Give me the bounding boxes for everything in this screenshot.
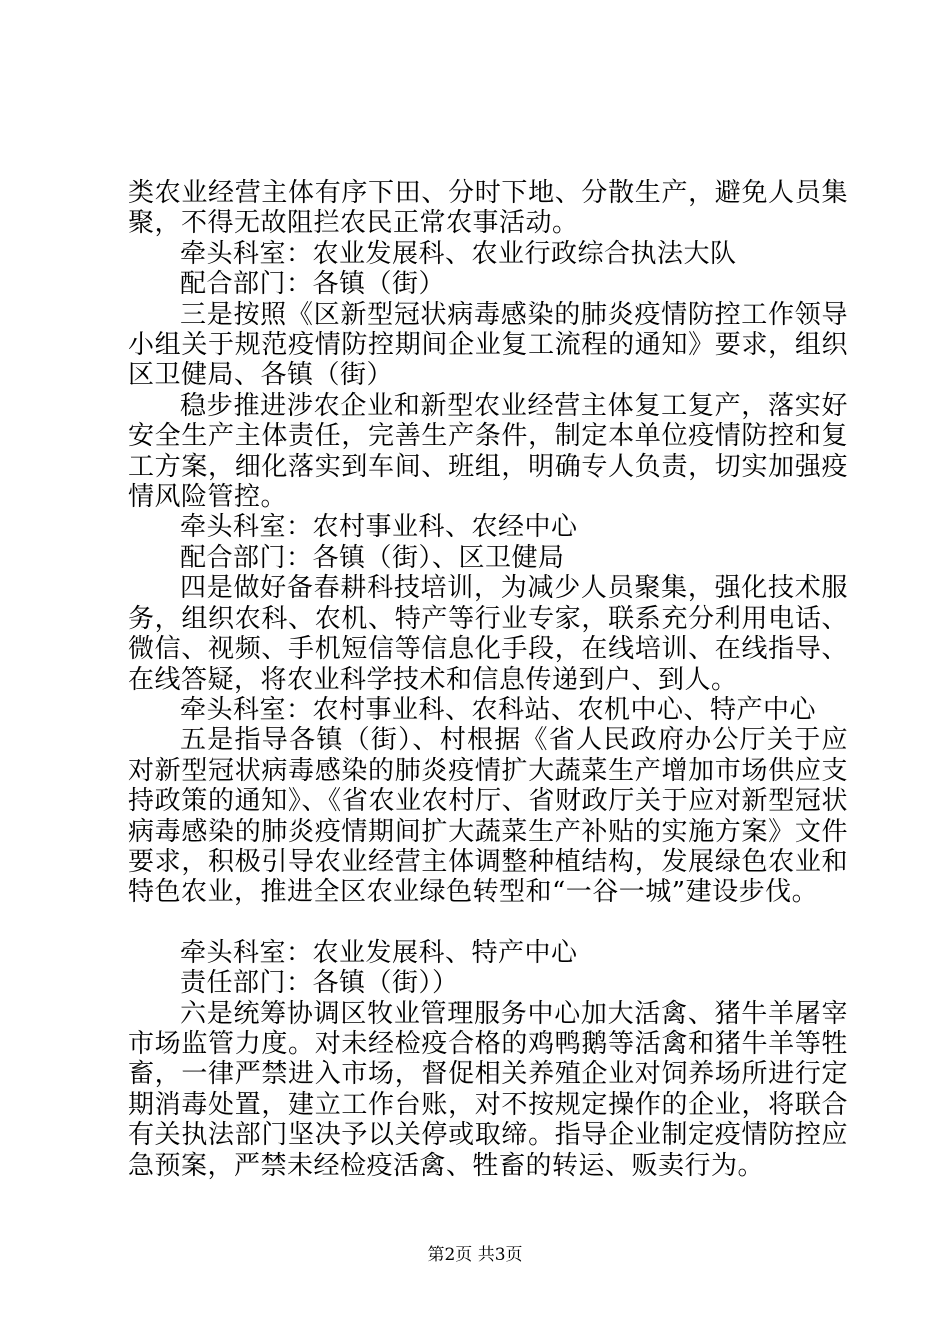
paragraph-item-six: 六是统筹协调区牧业管理服务中心加大活禽、猪牛羊屠宰市场监管力度。对未经检疫合格的鸡鸭鹅等活禽和猪牛羊等牲畜，一律严禁进入市场，督促相关养殖企业对饲养场所进行定期消毒处置，建立工作台账，对不按规定操作的企业，将联合有关执法部门坚决予以关停或取缔。指导企业制定疫情防控应急预案，严禁未经检疫活禽、牲畜的转运、贩卖行为。 xyxy=(128,998,848,1181)
page-number-footer: 第2页 共3页 xyxy=(427,1245,523,1265)
paragraph-coop-dept-1: 配合部门：各镇（街） xyxy=(180,269,446,300)
paragraph-resp-dept: 责任部门：各镇（街）） xyxy=(180,968,459,999)
paragraph-item-three-detail: 稳步推进涉农企业和新型农业经营主体复工复产，落实好安全生产主体责任，完善生产条件，制定本单位疫情防控和复工方案，细化落实到车间、班组，明确专人负责，切实加强疫情风险管控。 xyxy=(128,390,848,513)
paragraph-item-five: 五是指导各镇（街）、村根据《省人民政府办公厅关于应对新型冠状病毒感染的肺炎疫情扩大蔬菜生产增加市场供应支持政策的通知》、《省农业农村厅、省财政厅关于应对新型冠状病毒感染的肺炎疫情期间扩大蔬菜生产补贴的实施方案》文件要求，积极引导农业经营主体调整种植结构，发展绿色农业和特色农业，推进全区农业绿色转型和“一谷一城”建设步伐。 xyxy=(128,725,848,908)
document-body xyxy=(128,178,848,1181)
paragraph-lead-office-3: 牵头科室：农村事业科、农科站、农机中心、特产中心 xyxy=(180,694,817,725)
paragraph-lead-office-1: 牵头科室：农业发展科、农业行政综合执法大队 xyxy=(180,238,737,269)
paragraph-coop-dept-2: 配合部门：各镇（街）、区卫健局 xyxy=(180,542,565,573)
paragraph-item-three: 三是按照《区新型冠状病毒感染的肺炎疫情防控工作领导小组关于规范疫情防控期间企业复工流程的通知》要求，组织区卫健局、各镇（街） xyxy=(128,299,848,391)
paragraph-gap xyxy=(128,908,848,938)
paragraph-lead-office-4: 牵头科室：农业发展科、特产中心 xyxy=(180,937,578,968)
paragraph-item-four: 四是做好备春耕科技培训，为减少人员聚集，强化技术服务，组织农科、农机、特产等行业专家，联系充分利用电话、微信、视频、手机短信等信息化手段，在线培训、在线指导、在线答疑，将农业科学技术和信息传递到户、到人。 xyxy=(128,573,848,695)
paragraph-lead-office-2: 牵头科室：农村事业科、农经中心 xyxy=(180,512,578,543)
paragraph-continuation: 类农业经营主体有序下田、分时下地、分散生产，避免人员集聚，不得无故阻拦农民正常农事活动。 xyxy=(128,178,848,239)
